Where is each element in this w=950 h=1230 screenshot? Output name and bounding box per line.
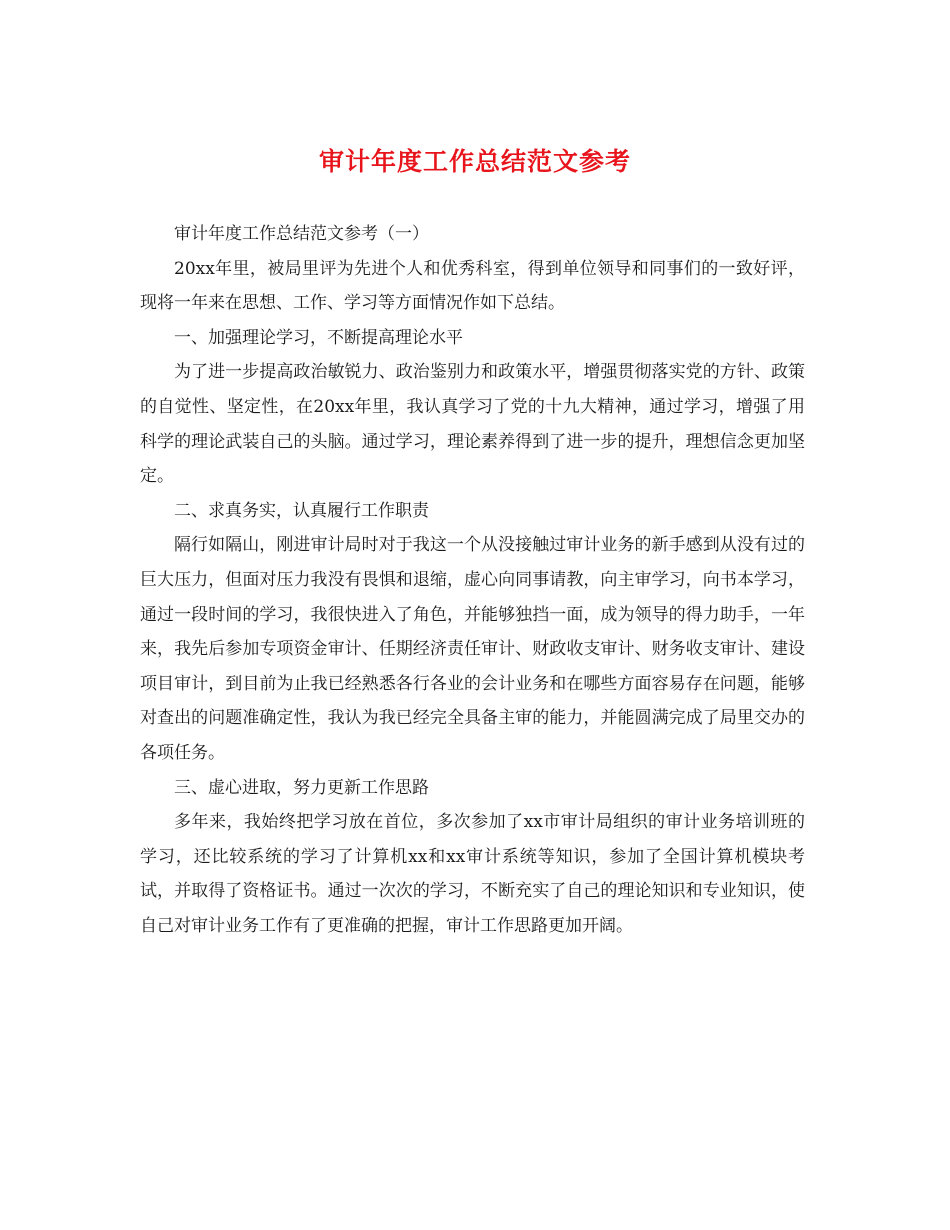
section-heading-2: 二、求真务实，认真履行工作职责 <box>174 500 429 521</box>
section-3-paragraph: 多年来，我始终把学习放在首位，多次参加了xx市审计局组织的审计业务培训班的学习，还比较系统的学习了计算机xx和xx审计系统等知识，参加了全国计算机模块考试，并取得了资格证书。通过一次次的学习，不断充实了自己的理论知识和专业知识，使自己对审计业务工作有了更准确的把握，审计工作思路更加开阔。 <box>140 812 805 936</box>
document-body <box>140 217 805 943</box>
section-2-paragraph: 隔行如隔山，刚进审计局时对于我这一个从没接触过审计业务的新手感到从没有过的巨大压力，但面对压力我没有畏惧和退缩，虚心向同事请教，向主审学习，向书本学习，通过一段时间的学习，我很快进入了角色，并能够独挡一面，成为领导的得力助手，一年来，我先后参加专项资金审计、任期经济责任审计、财政收支审计、财务收支审计、建设项目审计，到目前为止我已经熟悉各行各业的会计业务和在哪些方面容易存在问题，能够对查出的问题准确定性，我认为我已经完全具备主审的能力，并能圆满完成了局里交办的各项任务。 <box>140 535 805 763</box>
section-heading-3: 三、虚心进取，努力更新工作思路 <box>174 777 429 798</box>
section-1-paragraph: 为了进一步提高政治敏锐力、政治鉴别力和政策水平，增强贯彻落实党的方针、政策的自觉性、坚定性，在20xx年里，我认真学习了党的十九大精神，通过学习，增强了用科学的理论武装自己的头脑。通过学习，理论素养得到了进一步的提升，理想信念更加坚定。 <box>140 362 805 487</box>
section-heading-1: 一、加强理论学习，不断提高理论水平 <box>174 327 463 348</box>
document-title: 审计年度工作总结范文参考 <box>318 147 631 176</box>
intro-paragraph: 20xx年里，被局里评为先进个人和优秀科室，得到单位领导和同事们的一致好评，现将一年来在思想、工作、学习等方面情况作如下总结。 <box>140 258 805 314</box>
subtitle-paragraph: 审计年度工作总结范文参考（一） <box>174 224 429 244</box>
